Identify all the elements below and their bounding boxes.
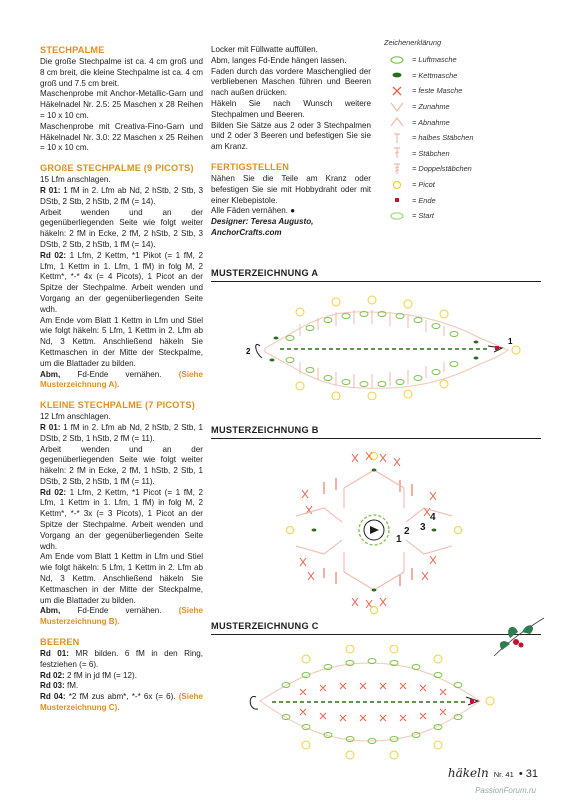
increase-v-icon [384,101,410,113]
small-holly-turn: Arbeit wenden und an der gegenüberliegenden Seite wie folgt weiter häkeln: 2 fM in Ecke, 2 fM, 1 hStb, 2 Stb, 1 DStb, 2 Stb, 2 hStb, 1 fM (= 11). [40,444,203,486]
section-title-stechpalme: STECHPALME [40,45,105,55]
holly-decoration-icon [488,612,548,662]
large-holly-row-1: R 01: 1 fM in 2. Lfm ab Nd, 2 hStb, 2 Stb, 3 DStb, 2 Stb, 2 hStb, 2 fM (= 14). [40,185,203,206]
small-holly-cast-on: 12 Lfm anschlagen. [40,412,111,422]
small-holly-stem: Am Ende vom Blatt 1 Kettm in Lfm und Stiel wie folgt häkeln: 5 Lfm, 1 Kettm in 2. Lfm ab Nd, 3 Kettm. Anschließend häkeln Sie Kettmaschen in der Mitte der Steckpalme, um die Blattader zu bilden. [40,552,203,605]
middle-text-column [211,45,371,239]
size-paragraph: Die große Stechpalme ist ca. 4 cm groß und 8 cm breit, die kleine Stechpalme ist ca. 4 cm groß und 7.5 cm breit. [40,57,203,88]
legend-row: = Doppelstäbchen [384,161,544,177]
half-double-icon [384,132,410,144]
diagram-a-label-2: 2 [246,347,251,356]
large-holly-stem: Am Ende vom Blatt 1 Kettm in Lfm und Stiel wie folgt häkeln: 5 Lfm, 1 Kettm in 2. Lfm ab Nd, 3 Kettm. Anschließend häkeln Sie Kettmaschen in der Mitte der Steckpalme, um die Blattader zu bilden. [40,315,203,368]
small-holly-round-2: Rd 02: 1 Lfm, 2 Kettm, *1 Picot (= 1 fM, 2 Lfm, 1 Kettm in 1. Lfm, 1 fM) in folg M, 2 Kettm*, *-* 3x (= 3 Picots), 1 Picot an der Spitze der Stechpalme. Arbeit wenden und Vorgang an der gegenüberliegenden Seite wdh. [40,487,203,551]
legend-row: = Stäbchen [384,146,544,162]
section-title-small-holly: KLEINE STECHPALME (7 PICOTS) [40,400,195,411]
legend-title: Zeichenerklärung [384,38,442,47]
more-pieces-note: Häkeln Sie nach Wunsch weitere Stechpalmen und Beeren. [211,98,371,119]
diagram-c [240,645,500,760]
designer-url: AnchorCrafts.com [211,227,282,237]
diagram-a-title: MUSTERZEICHNUNG A [211,268,541,282]
legend-row: = Picot [384,177,544,193]
berries-gather: Faden durch das vordere Maschenglied der verbliebenen Maschen führen und Beeren nach außen drücken. [211,66,371,98]
diagram-a-label-1: 1 [508,337,513,346]
diagram-c-title: MUSTERZEICHNUNG C [211,621,541,635]
chain-oval-icon [384,54,410,66]
legend-row: = Start [384,208,544,224]
finishing-weave-in: Alle Fäden vernähen. ● [211,206,296,216]
diagram-b-label-2: 2 [404,526,410,537]
diagram-b-label-4: 4 [430,512,436,523]
berries-round-2: Rd 02: 2 fM in jd fM (= 12). [40,670,137,680]
diagram-b-label-1: 1 [396,534,402,545]
legend-row: = Ende [384,192,544,208]
section-title-large-holly: GROßE STECHPALME (9 PICOTS) [40,163,194,174]
large-holly-round-2: Rd 02: 1 Lfm, 2 Kettm, *1 Pikot (= 1 fM, 2 Lfm, 1 Kettm in 1. Lfm, 1 fM) in folg M, 2 Kettm*, *-* 4x (= 4 Picots), 1 Picot an der Spitze der Stechpalme. Arbeit wenden und Vorgang an der gegenüberliegenden Seite wdh. [40,250,203,314]
legend-row: = Zunahme [384,99,544,115]
section-title-berries: BEEREN [40,637,80,648]
berries-finish: Abm, langes Fd-Ende hängen lassen. [211,55,347,65]
treble-crochet-icon [384,163,410,175]
picot-icon [384,179,410,191]
small-holly-finish: Abm, Fd-Ende vernähen. (Siehe Musterzeichnung B). [40,606,203,627]
berries-round-3: Rd 03: fM. [40,681,79,691]
page-number: 31 [525,768,538,780]
legend-row: = Abnahme [384,114,544,130]
diagram-b-label-3: 3 [420,522,426,533]
issue-number: Nr. 41 [493,770,514,779]
diagram-b-title: MUSTERZEICHNUNG B [211,425,541,439]
end-icon [384,194,410,206]
diagram-a [240,290,540,400]
single-crochet-x-icon [384,85,410,97]
berries-round-1: Rd 01: MR bilden. 6 fM in den Ring, festziehen (= 6). [40,649,203,669]
berries-round-4: Rd 04: *2 fM zus abm*, *-* 6x (= 6). (Siehe Musterzeichnung C). [40,692,203,713]
decrease-lambda-icon [384,116,410,128]
slip-stitch-icon [384,69,410,81]
legend-row: = halbes Stäbchen [384,130,544,146]
gauge-anchor-paragraph: Maschenprobe mit Anchor-Metallic-Garn und Häkelnadel Nr. 2.5: 25 Maschen x 28 Reihen = 10 x 10 cm. [40,89,203,120]
double-crochet-icon [384,147,410,159]
watermark: PassionForum.ru [475,786,536,795]
diagram-b [284,450,464,620]
legend-row: = Kettmasche [384,68,544,84]
large-holly-finish: Abm, Fd-Ende vernähen. (Siehe Musterzeichnung A). [40,369,203,390]
left-text-column [40,45,203,714]
legend-row: = feste Masche [384,83,544,99]
start-icon [384,210,410,222]
small-holly-row-1: R 01: 1 fM in 2. Lfm ab Nd, 2 hStb, 2 Stb, 1 DStb, 2 Stb, 1 hStb, 2 fM (= 11). [40,422,203,443]
gauge-creativa-paragraph: Maschenprobe mit Creativa-Fino-Garn und Häkelnadel Nr. 3.0: 22 Maschen x 25 Reihen = 10 x 10 cm. [40,121,203,153]
designer-credit: Designer: Teresa Augusto, [211,217,314,227]
berries-fill: Locker mit Füllwatte auffüllen. [211,45,318,54]
footer-bullet: • [518,768,523,780]
symbol-legend [384,38,544,224]
large-holly-turn: Arbeit wenden und an der gegenüberliegenden Seite wie folgt weiter häkeln: 2 fM in Ecke, 2 fM, 2 hStb, 2 Stb, 3 DStb, 2 Stb, 2 hStb, 1 fM (= 14). [40,207,203,249]
magazine-name: häkeln [447,766,489,780]
legend-row: = Luftmasche [384,52,544,68]
page-footer [448,766,538,780]
section-title-finishing: FERTIGSTELLEN [211,161,290,172]
finishing-attach: Nähen Sie die Teile am Kranz oder befestigen Sie sie mit Hobbydraht oder mit einer Klebepistole. [211,173,371,205]
sets-note: Bilden Sie Sätze aus 2 oder 3 Stechpalmen und 2 oder 3 Beeren und befestigen Sie sie am Kranz. [211,120,371,152]
large-holly-cast-on: 15 Lfm anschlagen. [40,175,111,185]
